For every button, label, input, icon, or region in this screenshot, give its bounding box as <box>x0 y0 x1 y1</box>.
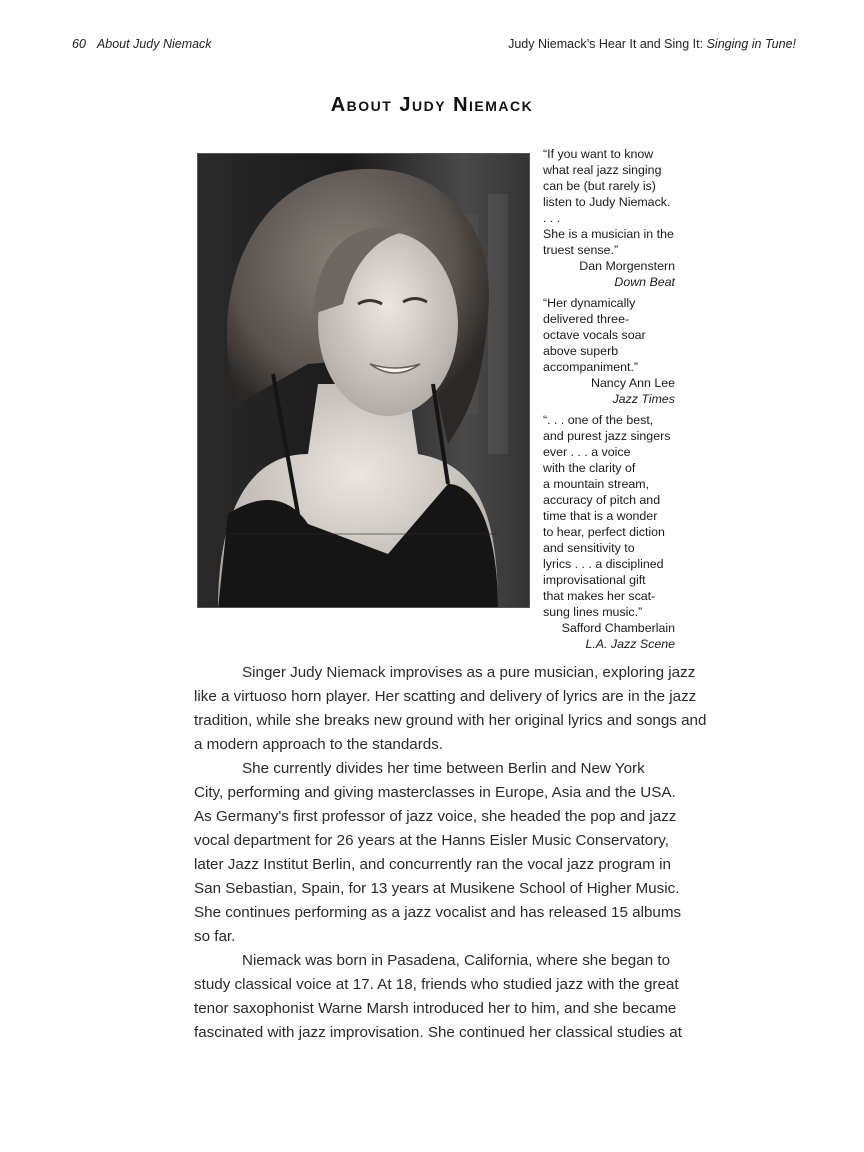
quote-publication: L.A. Jazz Scene <box>585 637 675 651</box>
quote-line: ever . . . a voice <box>543 445 631 459</box>
body-line: She continues performing as a jazz vocalist and has released 15 albums <box>194 904 682 921</box>
portrait-photo <box>197 153 530 608</box>
quote-publication: Jazz Times <box>612 392 675 406</box>
quote-line: “If you want to know <box>543 147 654 161</box>
quote-line: that makes her scat- <box>543 589 656 603</box>
quote-line: lyrics . . . a disciplined <box>543 557 664 571</box>
quote-line: a mountain stream, <box>543 477 650 491</box>
quote-author: Dan Morgenstern <box>579 259 675 273</box>
quote-line: “. . . one of the best, <box>543 413 654 427</box>
running-header-right <box>508 37 796 51</box>
quote-line: to hear, perfect diction <box>543 525 665 539</box>
quote-line: “Her dynamically <box>543 296 636 310</box>
paragraph <box>194 661 707 757</box>
quote-line: and purest jazz singers <box>543 429 671 443</box>
quote-line: She is a musician in the <box>543 227 674 241</box>
body-line: tradition, while she breaks new ground with her original lyrics and songs and <box>194 712 707 729</box>
body-line: Niemack was born in Pasadena, California, where she began to <box>242 952 671 969</box>
page-title: About Judy Niemack <box>330 94 534 116</box>
quote-line: improvisational gift <box>543 573 646 587</box>
quote-line: what real jazz singing <box>543 163 662 177</box>
biography-body <box>194 661 707 1045</box>
quote-line: truest sense.” <box>543 243 619 257</box>
quote-line: time that is a wonder <box>543 509 658 523</box>
body-line: Singer Judy Niemack improvises as a pure musician, exploring jazz <box>242 664 696 681</box>
quote-line: sung lines music.” <box>543 605 643 619</box>
body-line: so far. <box>194 928 236 945</box>
body-line: vocal department for 26 years at the Hanns Eisler Music Conservatory, <box>194 832 669 849</box>
body-line: tenor saxophonist Warne Marsh introduced her to him, and she became <box>194 1000 677 1017</box>
quote-line: above superb <box>543 344 619 358</box>
body-line: As Germany's first professor of jazz voice, she headed the pop and jazz <box>194 808 677 825</box>
body-line: San Sebastian, Spain, for 13 years at Musikene School of Higher Music. <box>194 880 680 897</box>
body-line: a modern approach to the standards. <box>194 736 444 753</box>
section-title: About Judy Niemack <box>96 37 212 51</box>
quote-author: Safford Chamberlain <box>561 621 675 635</box>
quote-author: Nancy Ann Lee <box>590 376 675 390</box>
quote-line: listen to Judy Niemack. <box>543 195 671 209</box>
body-line: study classical voice at 17. At 18, friends who studied jazz with the great <box>194 976 679 993</box>
body-line: later Jazz Institut Berlin, and concurrently ran the vocal jazz program in <box>194 856 671 873</box>
quote-line: can be (but rarely is) <box>543 179 656 193</box>
paragraph <box>194 757 682 949</box>
quote-line: and sensitivity to <box>543 541 635 555</box>
testimonial-morgenstern <box>543 146 675 290</box>
body-line: like a virtuoso horn player. Her scatting and delivery of lyrics are in the jazz <box>194 688 697 705</box>
page-number: 60 <box>72 37 86 51</box>
running-header-left <box>72 37 212 51</box>
testimonials-sidebar <box>543 146 675 657</box>
book-subtitle: Singing in Tune! <box>706 37 796 51</box>
body-line: City, performing and giving masterclasses in Europe, Asia and the USA. <box>194 784 676 801</box>
book-title: Judy Niemack’s Hear It and Sing It: <box>508 37 704 51</box>
testimonial-lee <box>543 295 675 407</box>
quote-line: accuracy of pitch and <box>543 493 661 507</box>
quote-line: . . . <box>543 211 561 225</box>
quote-publication: Down Beat <box>614 275 675 289</box>
quote-line: accompaniment.” <box>543 360 639 374</box>
quote-line: delivered three- <box>543 312 630 326</box>
body-line: fascinated with jazz improvisation. She continued her classical studies at <box>194 1024 682 1041</box>
quote-line: octave vocals soar <box>543 328 646 342</box>
testimonial-chamberlain <box>543 412 675 652</box>
portrait-photo-icon <box>198 154 530 608</box>
paragraph <box>194 949 682 1045</box>
quote-line: with the clarity of <box>543 461 636 475</box>
body-line: She currently divides her time between Berlin and New York <box>242 760 645 777</box>
